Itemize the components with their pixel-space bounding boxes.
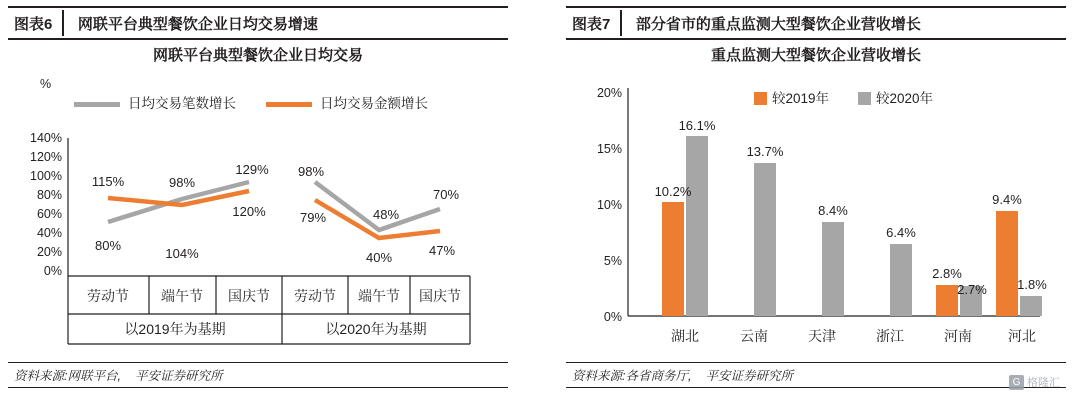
figure-divider-right [620,10,622,36]
legend-swatch-series1-right [754,92,767,105]
figure-title-right: 部分省市的重点监测大型餐饮企业营收增长 [635,15,921,33]
source-prefix-left: 资料来源:网联平台, [14,369,121,383]
figure-label-right: 图表7 [572,15,611,33]
y-tick-10-right: 10% [596,198,622,212]
x-group-0-left: 以2019年为基期 [124,321,226,337]
dp-label-s2-3-left: 79% [299,210,327,225]
bar-s1-hebei [996,211,1018,316]
dp-label-s2-hubei: 16.1% [678,118,716,133]
x-cat-2-left: 国庆节 [228,288,270,304]
x-cat-3-left: 劳动节 [294,288,336,304]
bar-s1-henan [936,285,958,316]
dp-label-s2-4-left: 40% [365,250,393,265]
y-tick-5-right: 5% [603,254,622,268]
x-cat-1-left: 端午节 [161,288,203,304]
dp-label-s2-hebei: 1.8% [1017,277,1047,292]
figure-source-right [566,362,1066,388]
x-cat-5-right: 河北 [1008,328,1036,344]
x-cat-5-left: 国庆节 [419,288,461,304]
figure-panel-left [8,0,508,400]
chart-title-left: 网联平台典型餐饮企业日均交易 [152,47,363,64]
chart-left-svg [8,44,508,360]
x-cat-4-left: 端午节 [358,288,400,304]
dp-label-s2-2-left: 120% [232,204,266,219]
legend-swatch-series1-left [74,102,120,107]
bar-s2-zhejiang [890,244,912,316]
chart-right-svg [566,44,1066,360]
bar-s1-hubei [662,202,684,316]
dp-label-s2-tianjin: 8.4% [818,203,848,218]
watermark-text: 格隆汇 [1027,377,1060,389]
y-tick-140-left: 140% [30,131,62,145]
x-cat-3-right: 浙江 [876,328,904,344]
dp-label-s1-5-left: 70% [432,187,460,202]
x-cat-4-right: 河南 [944,328,972,344]
y-tick-0-right: 0% [603,310,622,324]
source-suffix-right: 平安证券研究所 [705,369,793,383]
dp-label-s1-0-left: 80% [94,238,122,253]
figure-header-left [8,6,508,40]
legend-label-series2-left: 日均交易金额增长 [320,96,428,111]
figure-divider-left [62,10,64,36]
source-suffix-left: 平安证券研究所 [134,369,223,383]
line-series1-group2-left [315,182,440,230]
bar-s2-tianjin [822,222,844,316]
legend-swatch-series2-right [858,92,871,105]
y-tick-0-left: 0% [43,264,62,278]
bar-s2-hebei [1020,296,1042,316]
figure-panel-right [566,0,1066,400]
dp-label-s1-henan: 2.8% [932,266,962,281]
x-cat-1-right: 云南 [740,328,768,344]
legend-swatch-series2-left [266,102,312,107]
bar-s2-hubei [686,136,708,316]
dp-label-s1-1-left: 104% [165,246,199,261]
y-tick-20-left: 20% [36,245,62,259]
watermark [1009,374,1060,390]
y-tick-40-left: 40% [36,226,62,240]
dp-label-s1-2-left: 129% [235,162,269,177]
dp-label-s1-hubei: 10.2% [654,184,692,199]
figure-title-left: 网联平台典型餐饮企业日均交易增速 [77,15,318,33]
figure-label-left: 图表6 [14,15,53,33]
x-group-1-left: 以2020年为基期 [325,321,427,337]
figure-source-left [8,362,508,388]
chart-title-right: 重点监测大型餐饮企业营收增长 [710,47,921,64]
bar-s2-yunnan [754,163,776,316]
dp-label-s2-5-left: 47% [428,243,456,258]
chart-right [566,44,1066,360]
dp-label-s2-0-left: 115% [91,174,125,189]
x-cat-2-right: 天津 [808,328,836,344]
y-tick-80-left: 80% [36,188,62,202]
y-tick-120-left: 120% [30,150,62,164]
legend-label-series2-right: 较2020年 [876,91,934,106]
dp-label-s2-1-left: 98% [168,175,196,190]
x-cat-0-right: 湖北 [671,328,699,344]
legend-label-series1-right: 较2019年 [772,91,830,106]
y-tick-60-left: 60% [36,207,62,221]
dp-label-s1-4-left: 48% [372,207,400,222]
y-tick-15-right: 15% [596,142,622,156]
dp-label-s1-3-left: 98% [297,164,325,179]
y-tick-20-right: 20% [596,86,622,100]
dp-label-s1-hebei: 9.4% [992,192,1022,207]
watermark-badge-icon: G [1009,375,1024,390]
legend-label-series1-left: 日均交易笔数增长 [128,96,236,111]
chart-left [8,44,508,360]
dp-label-s2-yunnan: 13.7% [746,144,784,159]
y-axis-unit-left: % [40,77,52,91]
dp-label-s2-zhejiang: 6.4% [886,225,916,240]
source-prefix-right: 资料来源:各省商务厅, [572,369,692,383]
dp-label-s2-henan: 2.7% [957,282,987,297]
figure-header-right [566,6,1066,40]
x-cat-0-left: 劳动节 [87,288,129,304]
y-tick-100-left: 100% [30,169,62,183]
